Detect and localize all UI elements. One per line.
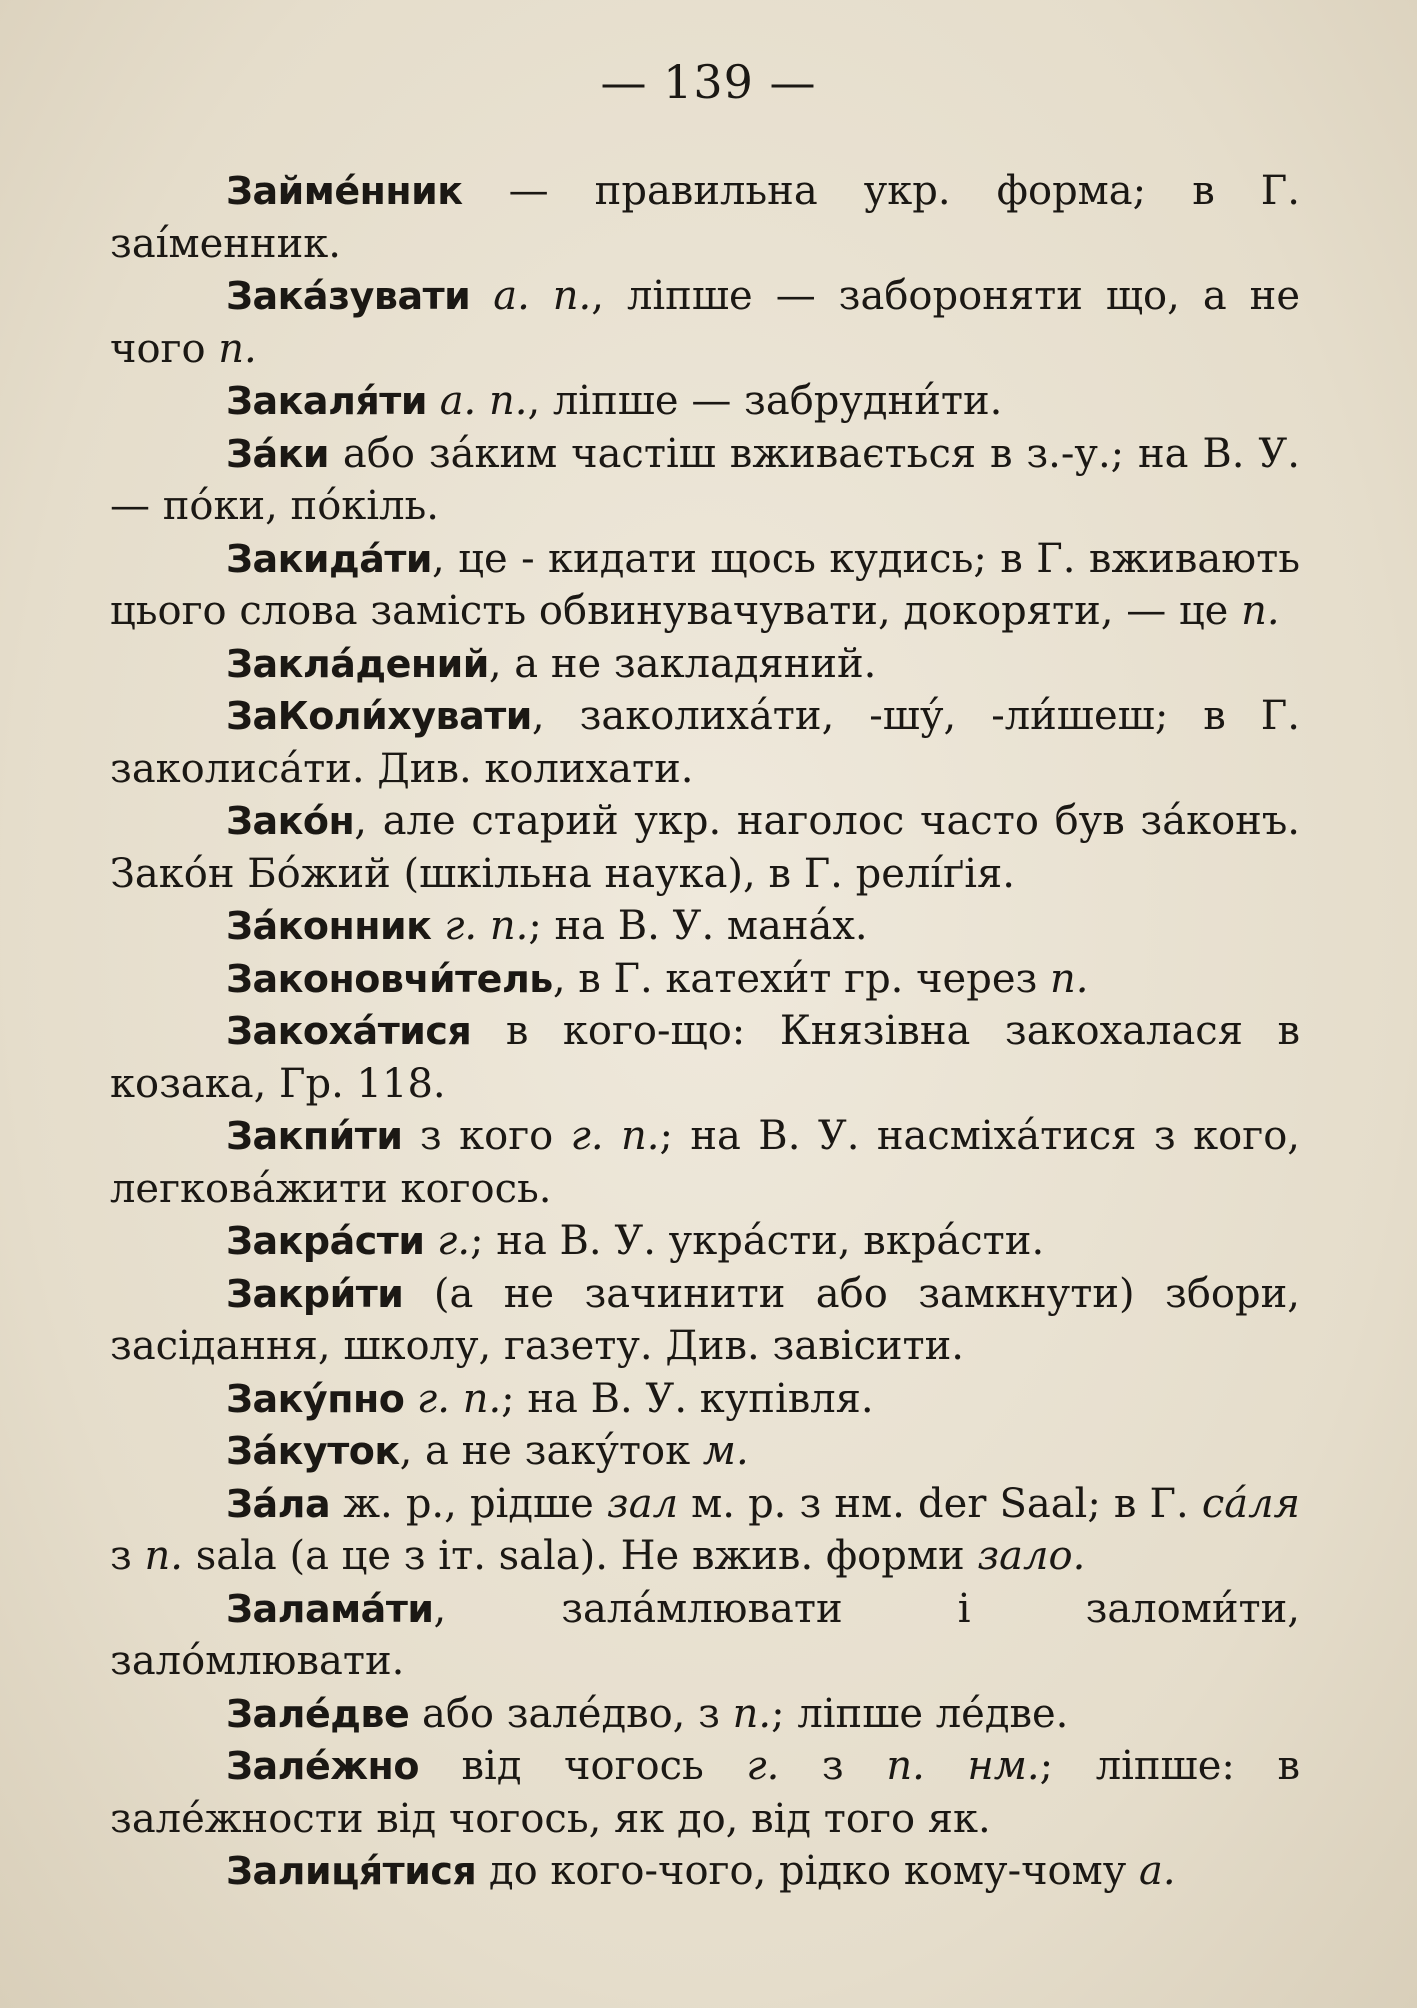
dictionary-entry [110, 795, 1300, 900]
entry-text: з [779, 1743, 887, 1789]
entry-abbreviation: а. [1138, 1848, 1176, 1894]
entry-headword: За́ки [226, 431, 330, 476]
dictionary-entry [110, 270, 1300, 375]
entry-abbreviation: г. [746, 1743, 780, 1789]
entry-text [427, 378, 440, 424]
entry-text: , зала́млювати і заломи́ти, зало́млювати. [110, 1585, 1300, 1684]
dictionary-entry [110, 1215, 1300, 1268]
entry-headword: За́куток [226, 1429, 400, 1473]
page-number: — 139 — [600, 55, 817, 109]
entry-abbreviation: п. [1241, 588, 1280, 634]
entry-text: , ліпше — забороняти що, а не чого [110, 273, 1300, 372]
dictionary-entry [110, 900, 1300, 953]
dictionary-entry [110, 1845, 1300, 1898]
entry-headword: Закпи́ти [226, 1114, 403, 1158]
entry-text [431, 903, 444, 949]
entry-headword: Закра́сти [226, 1219, 425, 1263]
entry-headword: Займе́нник [226, 169, 463, 213]
entry-text: ; ліпше ле́две. [771, 1690, 1069, 1737]
dictionary-entry [110, 953, 1300, 1006]
entry-text: до кого-чого, рідко кому-чому [476, 1848, 1139, 1894]
entry-text: ; на В. У. купівля. [501, 1375, 874, 1422]
entry-text: м. р. з нм. der Saal; в Г. [678, 1480, 1202, 1527]
entry-text: , а не заку́ток [399, 1428, 703, 1474]
entry-abbreviation: п. нм. [886, 1743, 1040, 1789]
entry-text: , а не закладяний. [488, 640, 877, 687]
dictionary-entry [110, 1005, 1300, 1110]
dictionary-entry [110, 1583, 1300, 1688]
dictionary-entry [110, 638, 1300, 691]
entry-headword: Закри́ти [226, 1271, 404, 1316]
entry-headword: Зако́н [226, 799, 355, 843]
entry-headword: За́конник [226, 904, 432, 948]
entries-list [110, 165, 1300, 1898]
entry-text: від чогось [418, 1743, 747, 1789]
dictionary-entry [110, 1373, 1300, 1426]
entry-text: , це - кидати щось кудись; в Г. вживають цього слова замість обвинувачувати, докоряти, — це [110, 535, 1300, 634]
entry-abbreviation: г. п. [444, 903, 529, 949]
entry-headword: ЗаКоли́хувати [226, 694, 532, 738]
entry-text [424, 1218, 437, 1264]
entry-headword: Зале́жно [226, 1744, 419, 1788]
entry-abbreviation: а. п. [439, 378, 528, 424]
entry-text: або зале́дво, з [409, 1690, 733, 1737]
entry-abbreviation: п. [144, 1533, 184, 1579]
entry-text: ; ліпше: в зале́жности від чогось, як до, від того як. [110, 1743, 1300, 1842]
entry-abbreviation: г. п. [570, 1113, 660, 1159]
entry-headword: Зале́две [226, 1691, 410, 1736]
dictionary-entry [110, 1268, 1300, 1373]
entry-text: в кого-що: Князівна закохалася в козака, Гр. 118. [110, 1008, 1300, 1107]
entry-abbreviation: г. п. [417, 1375, 502, 1422]
entry-headword: Залама́ти [226, 1586, 434, 1631]
entry-headword: За́ла [226, 1481, 331, 1526]
entry-text: ; на В. У. насміха́тися з кого, легкова́жити когось. [110, 1113, 1300, 1212]
entry-abbreviation: а. п. [493, 273, 592, 319]
entry-text: ; на В. У. мана́х. [528, 903, 868, 949]
entry-headword: Залиця́тися [226, 1849, 477, 1893]
entry-headword: Закла́дений [226, 641, 489, 686]
entry-text: — правильна укр. форма; в Г. заі́менник. [110, 168, 1300, 267]
entry-abbreviation: г. [437, 1218, 471, 1264]
entry-headword: Зака́зувати [226, 274, 471, 318]
entry-text: з кого [402, 1113, 571, 1159]
entry-headword: Закида́ти [226, 536, 433, 581]
entry-text: (а не зачинити або замкнути) збори, засідання, школу, газету. Див. завісити. [110, 1270, 1300, 1369]
dictionary-entry [110, 428, 1300, 533]
entry-abbreviation: м. [702, 1428, 749, 1474]
entry-text [470, 273, 493, 319]
dictionary-entry [110, 1688, 1300, 1741]
entry-abbreviation: п. [732, 1690, 772, 1737]
entry-text: ж. р., рідше [330, 1480, 607, 1527]
entry-abbreviation: зало. [977, 1533, 1086, 1579]
dictionary-entry [110, 1478, 1300, 1583]
entry-text: або за́ким частіш вживається в з.-у.; на В. У. — по́ки, по́кіль. [110, 430, 1300, 529]
entry-text: sala (а це з іт. sala). Не вжив. форми [183, 1533, 978, 1579]
entry-text: , але старий укр. наголос часто був за́конъ. Зако́н Бо́жий (шкільна наука), в Г. релі́ґія. [110, 798, 1300, 897]
dictionary-entry [110, 1425, 1300, 1478]
entry-abbreviation: са́ля [1201, 1480, 1301, 1527]
entry-headword: Закаля́ти [226, 379, 427, 423]
entry-text [404, 1376, 417, 1422]
entry-abbreviation: п. [1050, 955, 1089, 1002]
dictionary-entry [110, 375, 1300, 428]
dictionary-entry [110, 1740, 1300, 1845]
dictionary-entry [110, 165, 1300, 270]
entry-text: , в Г. катехи́т гр. через [552, 955, 1051, 1002]
entry-headword: Законовчи́тель [226, 956, 553, 1001]
entry-text: , ліпше — забрудни́ти. [527, 378, 1003, 424]
dictionary-entry [110, 533, 1300, 638]
entry-text: ; на В. У. укра́сти, вкра́сти. [470, 1218, 1045, 1264]
entry-abbreviation: п. [218, 325, 257, 372]
entry-text: , заколиха́ти, -шу́, -ли́шеш; в Г. заколиса́ти. Див. колихати. [110, 693, 1300, 792]
dictionary-entry [110, 1110, 1300, 1215]
entry-text: з [110, 1533, 145, 1579]
dictionary-entry [110, 690, 1300, 795]
entry-headword: Заку́пно [226, 1376, 405, 1421]
entry-abbreviation: зал [606, 1480, 679, 1527]
entry-headword: Закоха́тися [226, 1009, 472, 1053]
